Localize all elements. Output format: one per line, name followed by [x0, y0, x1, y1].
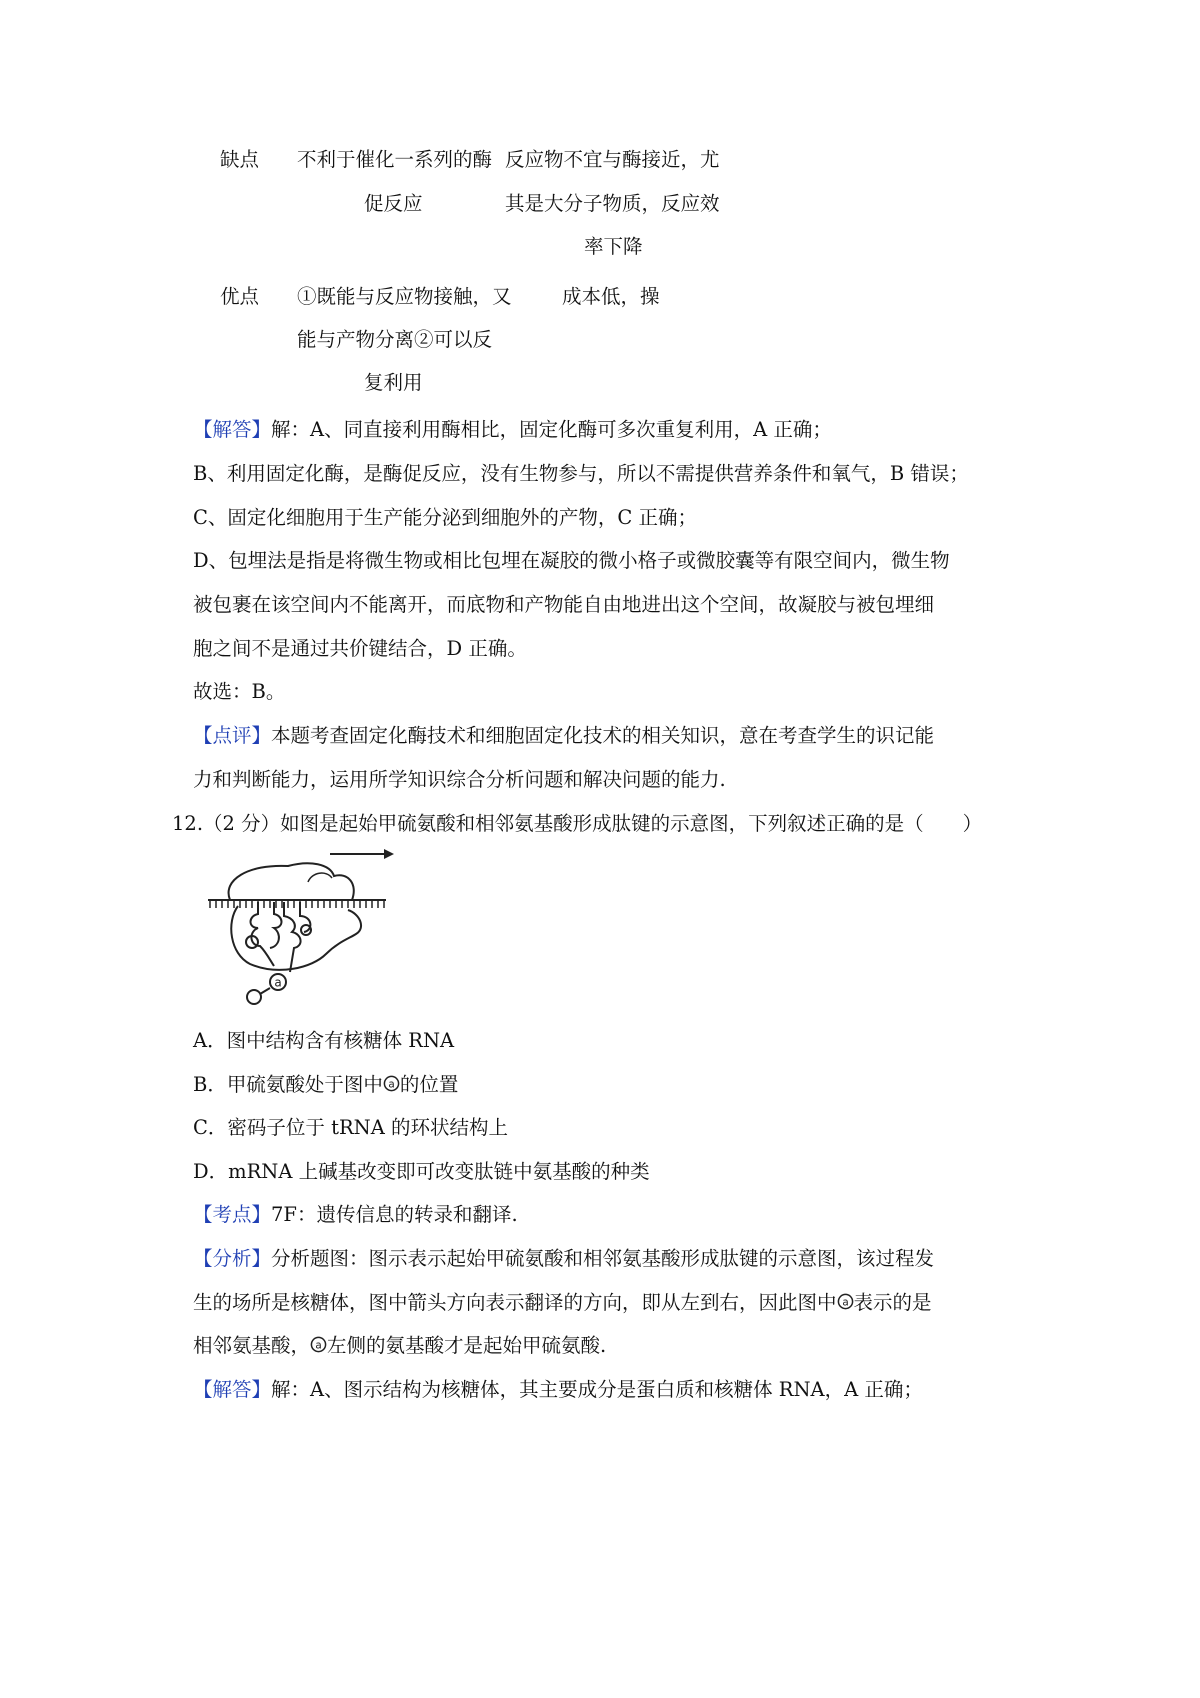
q12-option-b-post: 的位置 [399, 1073, 459, 1096]
q11-comment-text: 本题考查固定化酶技术和细胞固定化技术的相关知识，意在考查学生的识记能 [271, 724, 935, 747]
table-cell-adv-col1-line3: 复利用 [364, 371, 423, 394]
table-cell-adv-col1-line2: 能与产物分离②可以反 [297, 328, 493, 351]
amino-acids [247, 974, 286, 1004]
q12-fenxi-text1: 分析题图：图示表示起始甲硫氨酸和相邻氨基酸形成肽键的示意图，该过程发 [271, 1247, 935, 1270]
q12-answer-text: 解：A、图示结构为核糖体，其主要成分是蛋白质和核糖体 RNA，A 正确； [271, 1378, 923, 1401]
svg-text:a: a [841, 1296, 849, 1309]
q11-answer-line2: B、利用固定化酶，是酶促反应，没有生物参与，所以不需提供营养条件和氧气，B 错误； [193, 462, 969, 485]
q12-fenxi-line2 [193, 1289, 932, 1317]
table-row-label-advantage: 优点 [220, 285, 260, 308]
q12-fenxi-text2-pre: 生的场所是核糖体，图中箭头方向表示翻译的方向，即从左到右，因此图中 [193, 1291, 837, 1314]
ribosome-large-subunit [229, 863, 354, 900]
q12-fenxi-line1 [193, 1245, 934, 1273]
q12-fenxi-line3 [193, 1332, 606, 1360]
q12-answer-line1 [193, 1376, 923, 1404]
q12-stem: 12.（2 分）如图是起始甲硫氨酸和相邻氨基酸形成肽键的示意图，下列叙述正确的是（ ） [172, 812, 983, 835]
q12-option-a: A．图中结构含有核糖体 RNA [193, 1029, 455, 1052]
q11-comment-line2: 力和判断能力，运用所学知识综合分析问题和解决问题的能力. [193, 768, 726, 791]
q12-kaodian [193, 1201, 518, 1229]
table-cell-disadv-col1-line2: 促反应 [364, 192, 423, 215]
ribosome-translation-figure [208, 842, 408, 1012]
q12-option-d: D．mRNA 上碱基改变即可改变肽链中氨基酸的种类 [193, 1160, 650, 1183]
q12-option-b [193, 1071, 458, 1099]
q12-fenxi-text3-pre: 相邻氨基酸， [193, 1334, 311, 1357]
answer-tag: 【解答】 [193, 418, 272, 441]
q11-answer-line5: 被包裹在该空间内不能离开，而底物和产物能自由地进出这个空间，故凝胶与被包埋细 [193, 593, 935, 616]
trna-molecules [246, 902, 311, 972]
translation-direction-arrow [330, 849, 394, 859]
table-cell-disadv-col1-line1: 不利于催化一系列的酶 [297, 148, 493, 171]
circled-a-icon [310, 1336, 327, 1353]
answer-tag: 【解答】 [193, 1378, 272, 1401]
q11-answer-line1 [193, 416, 832, 444]
table-row-label-disadvantage: 缺点 [220, 148, 260, 171]
q11-answer-line4: D、包埋法是指是将微生物或相比包埋在凝胶的微小格子或微胶囊等有限空间内，微生物 [193, 549, 950, 572]
comment-tag: 【点评】 [193, 724, 272, 747]
kaodian-tag: 【考点】 [193, 1203, 272, 1226]
q12-fenxi-text2-post: 表示的是 [853, 1291, 932, 1314]
q11-choice: 故选：B。 [193, 680, 286, 703]
table-cell-disadv-col2-line3: 率下降 [584, 235, 643, 258]
table-cell-disadv-col2-line1: 反应物不宜与酶接近，尤 [505, 148, 720, 171]
q11-comment-line1 [193, 722, 934, 750]
q12-option-b-pre: B．甲硫氨酸处于图中 [193, 1073, 383, 1096]
table-cell-adv-col2-line1: 成本低，操 [562, 285, 660, 308]
mrna-strand [208, 900, 386, 908]
table-cell-adv-col1-line1: ①既能与反应物接触，又 [297, 285, 512, 308]
svg-text:a: a [274, 975, 282, 990]
q11-answer-line3: C、固定化细胞用于生产能分泌到细胞外的产物，C 正确； [193, 506, 698, 529]
svg-text:a: a [315, 1339, 322, 1352]
q11-answer-text: 解：A、同直接利用酶相比，固定化酶可多次重复利用，A 正确； [271, 418, 832, 441]
circled-a-icon [383, 1075, 400, 1092]
q12-fenxi-text3-post: 左侧的氨基酸才是起始甲硫氨酸. [327, 1334, 607, 1357]
svg-text:a: a [388, 1078, 395, 1091]
q12-kaodian-text: 7F：遗传信息的转录和翻译. [271, 1203, 518, 1226]
q11-answer-line6: 胞之间不是通过共价键结合，D 正确。 [193, 637, 527, 660]
q12-option-c: C．密码子位于 tRNA 的环状结构上 [193, 1116, 508, 1139]
fenxi-tag: 【分析】 [193, 1247, 272, 1270]
circled-a-icon [837, 1293, 854, 1310]
table-cell-disadv-col2-line2: 其是大分子物质，反应效 [505, 192, 720, 215]
